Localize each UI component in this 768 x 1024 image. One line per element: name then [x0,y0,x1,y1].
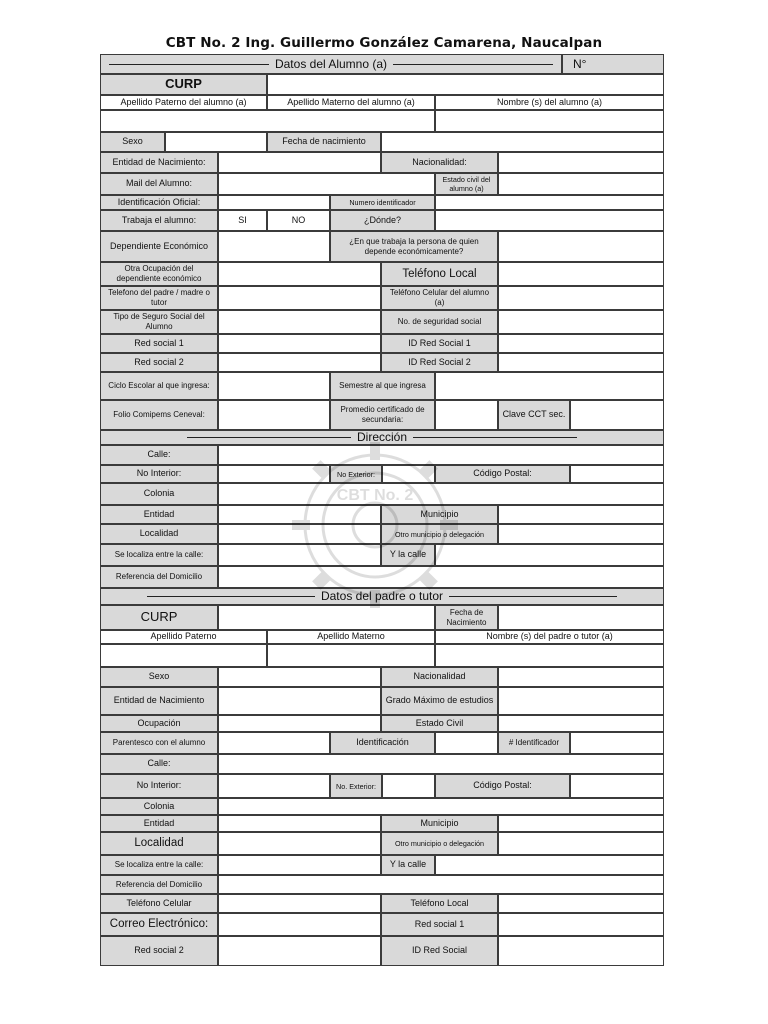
entidad-label: Entidad [100,505,218,524]
numero-identificador-field[interactable] [435,195,664,210]
tutor-telefono-celular-label: Teléfono Celular [100,894,218,913]
apellidos-field[interactable] [100,110,435,132]
tutor-y-la-calle-label: Y la calle [381,855,435,875]
tutor-localidad-field[interactable] [218,832,381,855]
tutor-estado-civil-field[interactable] [498,715,664,732]
codigo-postal-field[interactable] [570,465,664,483]
apellido-paterno-label: Apellido Paterno del alumno (a) [100,95,267,110]
promedio-label: Promedio certificado de secundaria: [330,400,435,430]
tutor-no-exterior-field[interactable] [382,774,435,798]
tutor-apellido-materno-label: Apellido Materno [267,630,435,644]
tutor-identificacion-field[interactable] [435,732,498,754]
tutor-calle-label: Calle: [100,754,218,774]
otra-ocupacion-label: Otra Ocupación del dependiente económico [100,262,218,286]
semestre-label: Semestre al que ingresa [330,372,435,400]
telefono-celular-label: Teléfono Celular del alumno (a) [381,286,498,310]
entre-calle-field[interactable] [218,544,381,566]
tutor-id-red-social-label: ID Red Social [381,936,498,966]
nacionalidad-label: Nacionalidad: [381,152,498,173]
red-social-2-field[interactable] [218,353,381,372]
tutor-red-social-2-label: Red social 2 [100,936,218,966]
tutor-entidad-nacimiento-field[interactable] [218,687,381,715]
otro-municipio-field[interactable] [498,524,664,544]
calle-label: Calle: [100,445,218,465]
tutor-sexo-label: Sexo [100,667,218,687]
section-header-alumno: Datos del Alumno (a) [100,54,562,74]
id-red-social-1-field[interactable] [498,334,664,353]
tutor-nacionalidad-label: Nacionalidad [381,667,498,687]
tutor-referencia-field[interactable] [218,875,664,894]
entre-calle-label: Se localiza entre la calle: [100,544,218,566]
entidad-nacimiento-label: Entidad de Nacimiento: [100,152,218,173]
telefono-local-label: Teléfono Local [381,262,498,286]
id-red-social-2-label: ID Red Social 2 [381,353,498,372]
trabaja-no-option[interactable]: NO [267,210,330,231]
tutor-entidad-nacimiento-label: Entidad de Nacimiento [100,687,218,715]
curp-field[interactable] [267,74,664,95]
codigo-postal-label: Código Postal: [435,465,570,483]
tutor-curp-label: CURP [100,605,218,630]
tutor-localidad-label: Localidad [100,832,218,855]
mail-field[interactable] [218,173,435,195]
tutor-apellido-paterno-field[interactable] [100,644,267,667]
tutor-nombre-field[interactable] [435,644,664,667]
folio-field[interactable] [218,400,330,430]
telefono-padre-field[interactable] [218,286,381,310]
no-seguridad-label: No. de seguridad social [381,310,498,334]
tutor-telefono-celular-field[interactable] [218,894,381,913]
fecha-nacimiento-field[interactable] [381,132,664,152]
apellido-materno-label: Apellido Materno del alumno (a) [267,95,435,110]
tutor-red-social-1-label: Red social 1 [381,913,498,936]
tutor-entidad-field[interactable] [218,815,381,832]
tutor-municipio-label: Municipio [381,815,498,832]
tutor-municipio-field[interactable] [498,815,664,832]
otra-ocupacion-field[interactable] [218,262,381,286]
trabaja-label: Trabaja el alumno: [100,210,218,231]
tutor-apellido-materno-field[interactable] [267,644,435,667]
tutor-grado-estudios-label: Grado Máximo de estudios [381,687,498,715]
tutor-calle-field[interactable] [218,754,664,774]
tipo-seguro-label: Tipo de Seguro Social del Alumno [100,310,218,334]
otro-municipio-label: Otro municipio o delegación [381,524,498,544]
id-red-social-1-label: ID Red Social 1 [381,334,498,353]
tutor-no-interior-field[interactable] [218,774,330,798]
tutor-estado-civil-label: Estado Civil [381,715,498,732]
trabajo-dependiente-label: ¿En que trabaja la persona de quien depende económicamente? [330,231,498,262]
tutor-telefono-local-field[interactable] [498,894,664,913]
tutor-curp-field[interactable] [218,605,435,630]
tutor-entre-calle-label: Se localiza entre la calle: [100,855,218,875]
tutor-otro-municipio-label: Otro municipio o delegación [381,832,498,855]
tutor-otro-municipio-field[interactable] [498,832,664,855]
red-social-1-field[interactable] [218,334,381,353]
referencia-field[interactable] [218,566,664,588]
y-la-calle-field[interactable] [435,544,664,566]
no-seguridad-field[interactable] [498,310,664,334]
trabajo-dependiente-field[interactable] [498,231,664,262]
tutor-entidad-label: Entidad [100,815,218,832]
tutor-codigo-postal-field[interactable] [570,774,664,798]
folio-label: Folio Comipems Ceneval: [100,400,218,430]
tutor-correo-field[interactable] [218,913,381,936]
tutor-colonia-label: Colonia [100,798,218,815]
calle-field[interactable] [218,445,664,465]
municipio-label: Municipio [381,505,498,524]
red-social-2-label: Red social 2 [100,353,218,372]
tutor-parentesco-field[interactable] [218,732,330,754]
tutor-y-la-calle-field[interactable] [435,855,664,875]
tutor-no-exterior-label: No. Exterior: [330,774,382,798]
clave-cct-label: Clave CCT sec. [498,400,570,430]
red-social-1-label: Red social 1 [100,334,218,353]
tutor-correo-label: Correo Electrónico: [100,913,218,936]
municipio-field[interactable] [498,505,664,524]
telefono-celular-field[interactable] [498,286,664,310]
tutor-nombre-label: Nombre (s) del padre o tutor (a) [435,630,664,644]
referencia-label: Referencia del Domicilio [100,566,218,588]
tutor-fecha-nacimiento-label: Fecha de Nacimiento [435,605,498,630]
tutor-colonia-field[interactable] [218,798,664,815]
estado-civil-field[interactable] [498,173,664,195]
y-la-calle-label: Y la calle [381,544,435,566]
tutor-codigo-postal-label: Código Postal: [435,774,570,798]
tutor-entre-calle-field[interactable] [218,855,381,875]
dependiente-label: Dependiente Económico [100,231,218,262]
tutor-fecha-nacimiento-field[interactable] [498,605,664,630]
sexo-field[interactable] [165,132,267,152]
identificacion-field[interactable] [218,195,330,210]
numero-identificador-label: Numero identificador [330,195,435,210]
nacionalidad-field[interactable] [498,152,664,173]
no-interior-field[interactable] [218,465,330,483]
clave-cct-field[interactable] [570,400,664,430]
registration-form [100,54,664,966]
ciclo-escolar-label: Ciclo Escolar al que ingresa: [100,372,218,400]
tutor-parentesco-label: Parentesco con el alumno [100,732,218,754]
tutor-apellido-paterno-label: Apellido Paterno [100,630,267,644]
tutor-red-social-2-field[interactable] [218,936,381,966]
tutor-grado-estudios-field[interactable] [498,687,664,715]
section-header-tutor: Datos del padre o tutor [100,588,664,605]
donde-field[interactable] [435,210,664,231]
nombre-field[interactable] [435,110,664,132]
mail-label: Mail del Alumno: [100,173,218,195]
trabaja-si-option[interactable]: SI [218,210,267,231]
tutor-nacionalidad-field[interactable] [498,667,664,687]
dependiente-field[interactable] [218,231,330,262]
no-exterior-label: No Exterior: [330,465,382,483]
semestre-field[interactable] [435,372,664,400]
colonia-label: Colonia [100,483,218,505]
tutor-telefono-local-label: Teléfono Local [381,894,498,913]
tutor-ocupacion-label: Ocupación [100,715,218,732]
promedio-field[interactable] [435,400,498,430]
tipo-seguro-field[interactable] [218,310,381,334]
estado-civil-label: Estado civil del alumno (a) [435,173,498,195]
tutor-no-interior-label: No Interior: [100,774,218,798]
colonia-field[interactable] [218,483,664,505]
id-red-social-2-field[interactable] [498,353,664,372]
no-interior-label: No Interior: [100,465,218,483]
tutor-ocupacion-field[interactable] [218,715,381,732]
section-header-direccion: Dirección [100,430,664,445]
curp-label: CURP [100,74,267,95]
telefono-padre-label: Telefono del padre / madre o tutor [100,286,218,310]
no-exterior-field[interactable] [382,465,435,483]
fecha-nacimiento-label: Fecha de nacimiento [267,132,381,152]
tutor-sexo-field[interactable] [218,667,381,687]
tutor-id-red-social-field[interactable] [498,936,664,966]
entidad-nacimiento-field[interactable] [218,152,381,173]
tutor-identificador-label: # Identificador [498,732,570,754]
tutor-identificador-field[interactable] [570,732,664,754]
localidad-label: Localidad [100,524,218,544]
entidad-field[interactable] [218,505,381,524]
ciclo-escolar-field[interactable] [218,372,330,400]
identificacion-label: Identificación Oficial: [100,195,218,210]
tutor-identificacion-label: Identificación [330,732,435,754]
folio-number-label: N° [562,54,664,74]
telefono-local-field[interactable] [498,262,664,286]
tutor-referencia-label: Referencia del Domicilio [100,875,218,894]
page-title: CBT No. 2 Ing. Guillermo González Camarena, Naucalpan [165,35,603,51]
sexo-label: Sexo [100,132,165,152]
localidad-field[interactable] [218,524,381,544]
tutor-red-social-1-field[interactable] [498,913,664,936]
nombre-label: Nombre (s) del alumno (a) [435,95,664,110]
donde-label: ¿Dónde? [330,210,435,231]
